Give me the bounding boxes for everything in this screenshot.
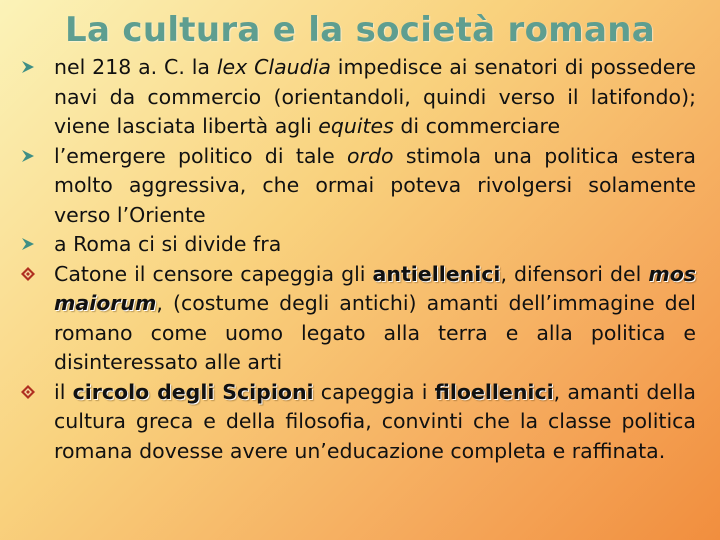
list-item [0,142,720,231]
text-run: di commerciare [393,114,561,138]
text-run: capeggia i [313,379,435,404]
text-run: stimola una politica estera molto aggressiva, che ormai poteva rivolgersi solamente verso l’Oriente [54,143,696,227]
text-run: a Roma ci si divide fra [54,232,282,256]
text-run: l’emergere politico di tale [54,143,348,168]
arrow-bullet-icon [20,59,36,75]
list-item [0,53,720,142]
text-run: impedisce ai senatori di possedere navi da commercio (orientandoli, quindi verso il latifondo); viene lasciata libertà agli [54,55,696,138]
slide-title: La cultura e la società romana [65,10,655,50]
equites-term: equites [318,114,394,138]
text-run: il [54,379,73,404]
text-run: , difensori del [500,261,649,286]
arrow-bullet-icon [20,236,36,252]
lex-claudia-term: lex Claudia [216,55,331,79]
diamond-bullet-icon [20,384,36,400]
list-item-text [54,378,696,467]
antiellenici-term: antiellenici [372,261,501,286]
ordo-term: ordo [347,143,394,168]
text-run: , amanti della cultura greca e della filosofia, convinti che la classe politica romana dovesse avere un’educazione completa e raffinata. [54,379,696,463]
bullet-list [0,53,720,466]
list-item [0,260,720,378]
list-item-text [54,53,696,142]
list-item [0,378,720,467]
text-run: , (costume degli antichi) amanti dell’immagine del romano come uomo legato alla terra e alla politica e disinteressato alle arti [54,291,696,374]
mos-maiorum-term: mos maiorum [54,261,696,315]
circolo-scipioni-term: circolo degli Scipioni [72,379,314,404]
text-run: Catone il censore capeggia gli [54,261,373,286]
arrow-bullet-icon [20,148,36,164]
list-item-text [54,142,696,231]
diamond-bullet-icon [20,266,36,282]
filoellenici-term: filoellenici [434,379,554,404]
list-item-text [54,230,696,260]
list-item-text [54,260,696,378]
text-run: nel 218 a. C. la [54,55,217,79]
list-item [0,230,720,260]
